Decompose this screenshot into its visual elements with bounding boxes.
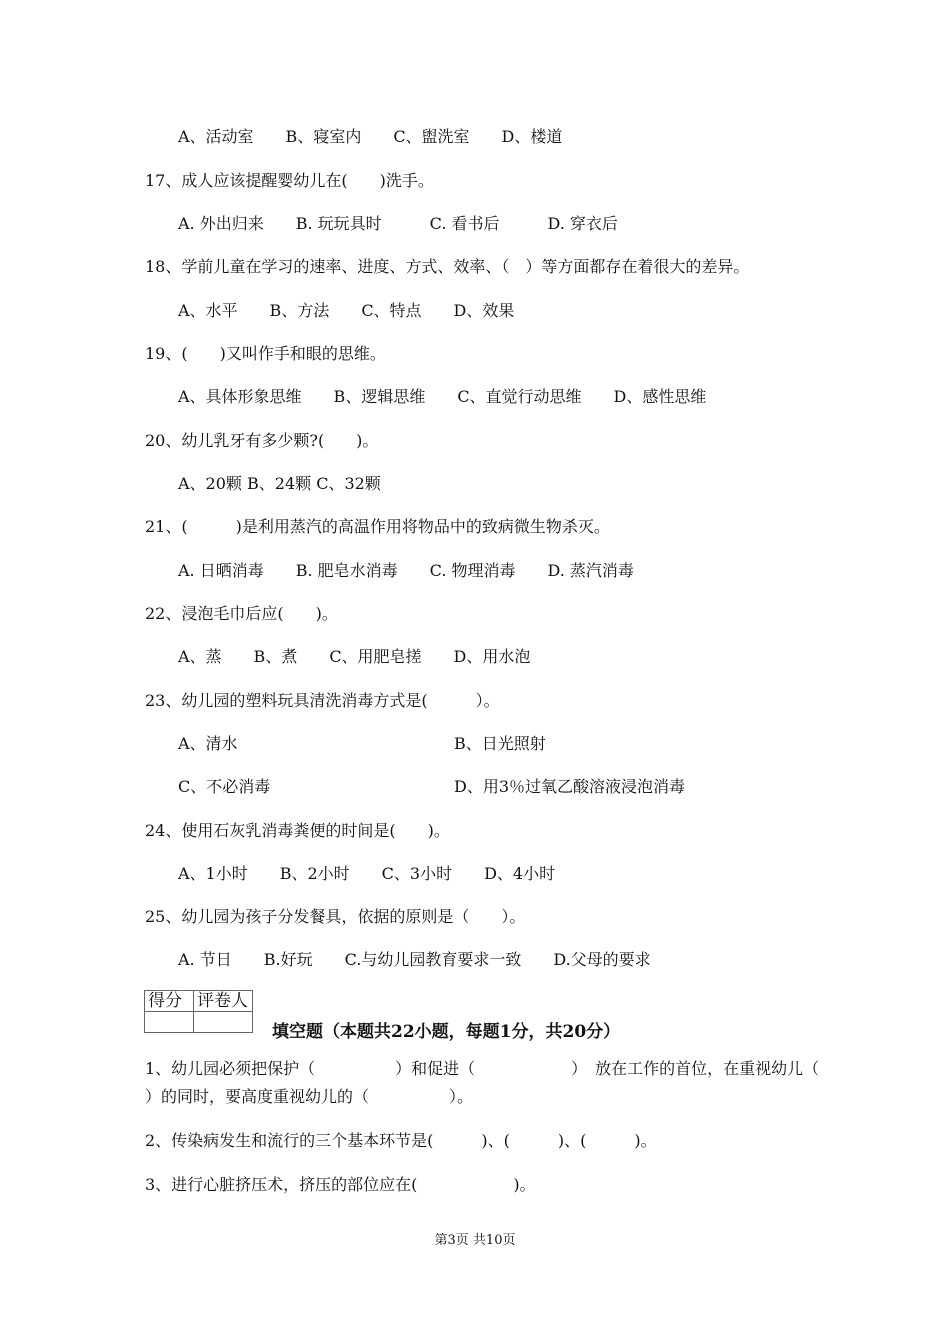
grader-cell	[194, 1012, 253, 1033]
score-header: 得分	[145, 991, 194, 1012]
q25-stem: 25、幼儿园为孩子分发餐具，依据的原则是（ ）。	[145, 907, 526, 926]
fill-q1-line2: ）的同时，要高度重视幼儿的（ ）。	[145, 1087, 474, 1106]
q22-stem: 22、浸泡毛巾后应( )。	[145, 604, 338, 623]
q17-options: A. 外出归来 B. 玩玩具时 C. 看书后 D. 穿衣后	[178, 214, 618, 233]
score-cell	[145, 1012, 194, 1033]
q24-options: A、1小时 B、2小时 C、3小时 D、4小时	[178, 864, 556, 883]
q16-options: A、活动室 B、寝室内 C、盥洗室 D、楼道	[178, 127, 563, 146]
q18-options: A、水平 B、方法 C、特点 D、效果	[178, 301, 515, 320]
q23-option-c: C、不必消毒	[178, 777, 271, 796]
q21-stem: 21、( )是利用蒸汽的高温作用将物品中的致病微生物杀灭。	[145, 517, 610, 536]
fill-q3: 3、进行心脏挤压术，挤压的部位应在( )。	[145, 1175, 536, 1194]
q20-stem: 20、幼儿乳牙有多少颗?( )。	[145, 431, 379, 450]
q23-stem: 23、幼儿园的塑料玩具清洗消毒方式是( ）。	[145, 691, 500, 710]
q17-stem: 17、成人应该提醒婴幼儿在( )洗手。	[145, 171, 434, 190]
q23-option-a: A、清水	[178, 734, 238, 753]
q22-options: A、蒸 B、煮 C、用肥皂搓 D、用水泡	[178, 647, 531, 666]
q19-options: A、具体形象思维 B、逻辑思维 C、直觉行动思维 D、感性思维	[178, 387, 707, 406]
q25-options: A. 节日 B.好玩 C.与幼儿园教育要求一致 D.父母的要求	[178, 950, 651, 969]
q24-stem: 24、使用石灰乳消毒粪便的时间是( )。	[145, 821, 450, 840]
section-title: 填空题（本题共22小题，每题1分，共20分）	[272, 1022, 621, 1042]
fill-q1-line1: 1、幼儿园必须把保护（ ）和促进（ ） 放在工作的首位，在重视幼儿（	[145, 1059, 820, 1078]
q18-stem: 18、学前儿童在学习的速率、进度、方式、效率、（ ）等方面都存在着很大的差异。	[145, 257, 750, 276]
page-footer: 第3页 共10页	[434, 1233, 516, 1248]
score-table	[144, 990, 253, 1033]
q21-options: A. 日晒消毒 B. 肥皂水消毒 C. 物理消毒 D. 蒸汽消毒	[178, 561, 634, 580]
q23-option-d: D、用3％过氧乙酸溶液浸泡消毒	[454, 777, 686, 796]
fill-q2: 2、传染病发生和流行的三个基本环节是( )、( )、( )。	[145, 1131, 657, 1150]
grader-header: 评卷人	[194, 991, 253, 1012]
q19-stem: 19、( )又叫作手和眼的思维。	[145, 344, 386, 363]
q20-options: A、20颗 B、24颗 C、32颗	[178, 474, 381, 493]
q23-option-b: B、日光照射	[454, 734, 546, 753]
